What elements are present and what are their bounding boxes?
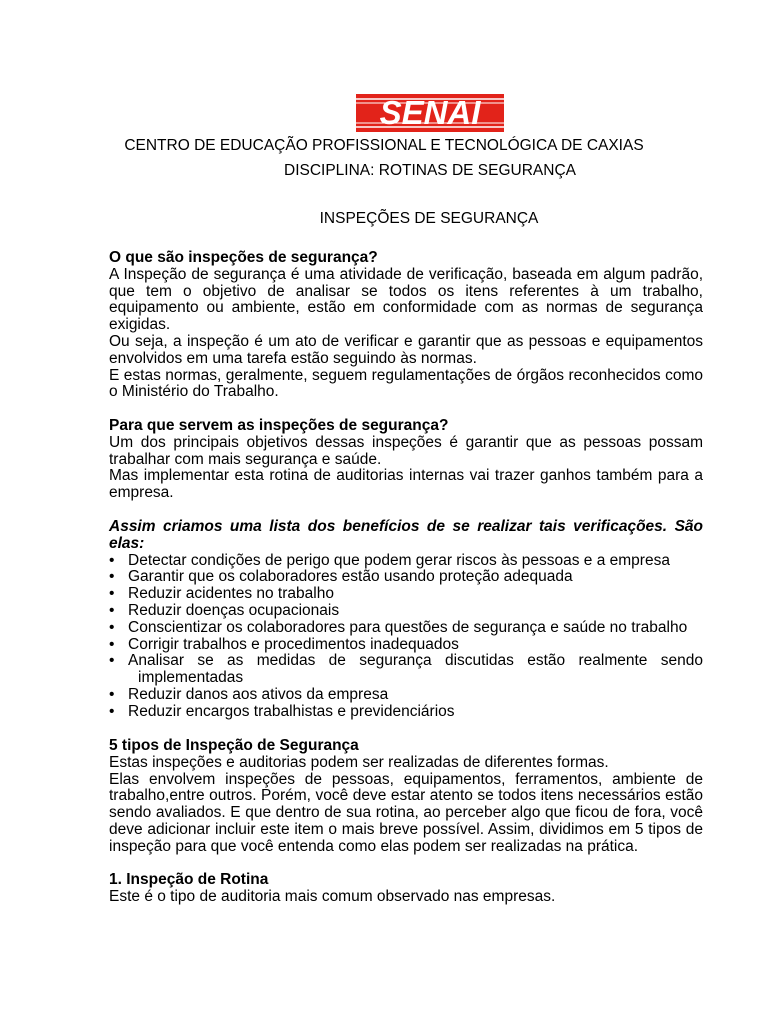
paragraph: Mas implementar esta rotina de auditorias internas vai trazer ganhos também para a empresa. [109,467,703,502]
section-benefits [109,519,703,721]
senai-logo-text: SENAI [379,94,481,131]
bullet-icon: • [109,551,115,569]
bullet-icon: • [109,685,115,703]
institution-name: CENTRO DE EDUCAÇÃO PROFISSIONAL E TECNOLÓGICA DE CAXIAS [124,137,644,154]
bullet-icon: • [109,618,115,636]
list-item-text: Reduzir acidentes no trabalho [128,585,334,603]
list-item-text: Garantir que os colaboradores estão usando proteção adequada [128,568,573,586]
paragraph: Ou seja, a inspeção é um ato de verificar e garantir que as pessoas e equipamentos envolvidos em uma tarefa estão seguindo às normas. [109,332,703,367]
list-item [109,553,703,570]
list-item [109,603,703,620]
list-item-text: Reduzir encargos trabalhistas e previdenciários [128,702,455,720]
section-heading: Para que servem as inspeções de segurança? [109,417,449,434]
section-what-are-inspections [109,250,703,401]
list-item-text: Conscientizar os colaboradores para questões de segurança e saúde no trabalho [128,618,688,636]
list-item [109,653,703,687]
senai-logo-mark [356,94,504,132]
list-item [109,704,703,721]
benefits-list [109,553,703,721]
list-item [109,586,703,603]
list-item-text: Analisar se as medidas de segurança discutidas estão realmente sendo [128,652,703,670]
paragraph: Um dos principais objetivos dessas inspeções é garantir que as pessoas possam trabalhar com mais segurança e saúde. [109,433,703,468]
bullet-icon: • [109,652,115,670]
bullet-icon: • [109,601,115,619]
bullet-icon: • [109,635,115,653]
paragraph: Este é o tipo de auditoria mais comum observado nas empresas. [109,887,556,905]
list-item-continuation: implementadas [138,669,244,687]
section-heading: 1. Inspeção de Rotina [109,871,269,888]
bullet-icon: • [109,568,115,586]
section-routine-inspection [109,872,703,906]
bullet-icon: • [109,585,115,603]
list-item-text: Detectar condições de perigo que podem gerar riscos às pessoas e a empresa [128,551,670,569]
list-item-text: Reduzir danos aos ativos da empresa [128,685,389,703]
section-five-types [109,738,703,856]
list-item [109,637,703,654]
list-item [109,620,703,637]
section-purpose [109,418,703,502]
senai-logo [356,94,504,132]
paragraph: Estas inspeções e auditorias podem ser realizadas de diferentes formas. [109,753,609,771]
discipline-line: DISCIPLINA: ROTINAS DE SEGURANÇA [284,162,576,179]
list-item-text: Reduzir doenças ocupacionais [128,601,340,619]
paragraph: Elas envolvem inspeções de pessoas, equipamentos, ferramentos, ambiente de trabalho,entre outros. Porém, você deve estar atento se todos itens necessários estão sendo avaliados. E que dentro de sua rotina, ao perceber algo que ficou de fora, você deve adicionar incluir este item o mais breve possível. Assim, dividimos em 5 tipos de inspeção para que você entenda como elas podem ser realizadas na prática. [109,770,703,855]
document-title: INSPEÇÕES DE SEGURANÇA [319,210,539,227]
list-item [109,687,703,704]
list-item-text: Corrigir trabalhos e procedimentos inadequados [128,635,459,653]
paragraph: E estas normas, geralmente, seguem regulamentações de órgãos reconhecidos como o Ministério do Trabalho. [109,366,703,401]
list-item [109,569,703,586]
benefits-heading: Assim criamos uma lista dos benefícios de se realizar tais verificações. São elas: [109,518,703,552]
paragraph: A Inspeção de segurança é uma atividade de verificação, baseada em algum padrão, que tem o objetivo de analisar se todos os itens referentes à um trabalho, equipamento ou ambiente, estão em conformidade com as normas de segurança exigidas. [109,265,703,334]
bullet-icon: • [109,702,115,720]
section-heading: 5 tipos de Inspeção de Segurança [109,737,359,754]
section-heading: O que são inspeções de segurança? [109,249,378,266]
